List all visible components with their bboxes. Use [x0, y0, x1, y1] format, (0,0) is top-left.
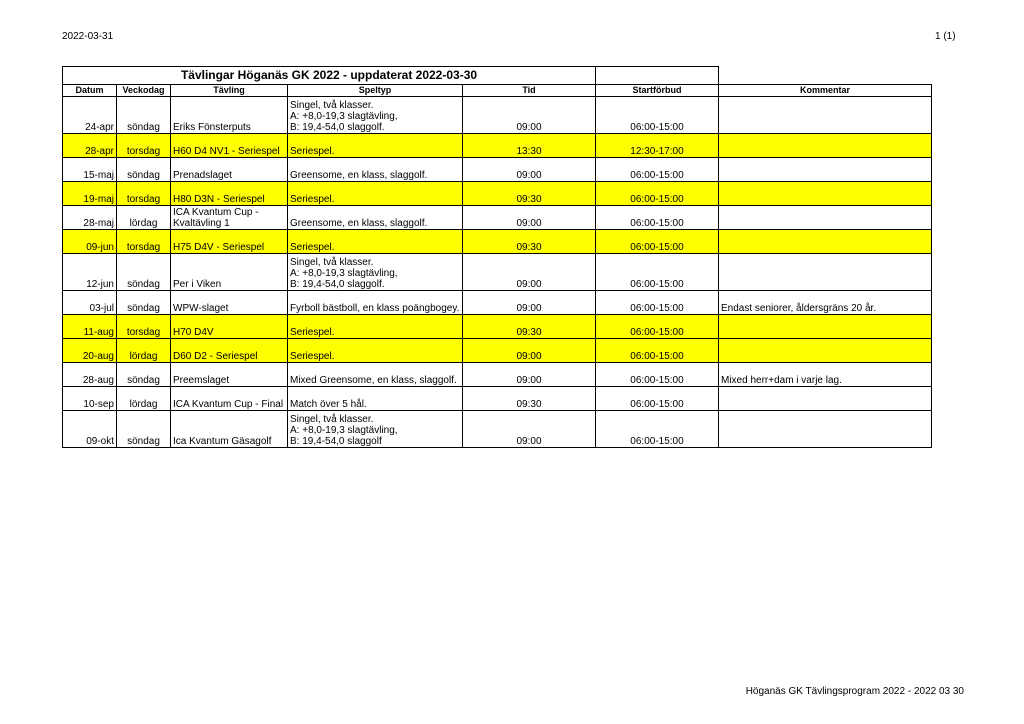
cell-tavling-line: ICA Kvantum Cup - Final [173, 399, 284, 410]
cell-speltyp-line: Singel, två klasser. [290, 414, 374, 425]
cell-kommentar [719, 97, 932, 134]
cell-speltyp-line: Greensome, en klass, slaggolf. [290, 218, 428, 229]
cell-veckodag: torsdag [117, 182, 171, 206]
cell-speltyp [288, 291, 463, 315]
cell-startforbud: 06:00-15:00 [596, 363, 719, 387]
table-row [63, 158, 932, 182]
document-date: 2022-03-31 [62, 31, 114, 42]
cell-speltyp [288, 254, 463, 291]
cell-datum: 28-maj [63, 206, 117, 230]
cell-speltyp [288, 97, 463, 134]
cell-startforbud: 06:00-15:00 [596, 158, 719, 182]
cell-tavling [171, 206, 288, 230]
table-title: Tävlingar Höganäs GK 2022 - uppdaterat 2022-03-30 [63, 67, 596, 85]
cell-datum: 11-aug [63, 315, 117, 339]
cell-veckodag: torsdag [117, 315, 171, 339]
cell-speltyp-line: Greensome, en klass, slaggolf. [290, 170, 428, 181]
cell-tid: 09:00 [463, 363, 596, 387]
cell-kommentar: Mixed herr+dam i varje lag. [719, 363, 932, 387]
cell-speltyp [288, 387, 463, 411]
table-row [63, 339, 932, 363]
cell-speltyp-line: Fyrboll bästboll, en klass poängbogey. [290, 303, 460, 314]
cell-kommentar [719, 230, 932, 254]
cell-speltyp-line: Seriespel. [290, 351, 335, 362]
table-row [63, 97, 932, 134]
cell-tid: 13:30 [463, 134, 596, 158]
cell-tid: 09:30 [463, 182, 596, 206]
cell-veckodag: söndag [117, 254, 171, 291]
cell-speltyp-line: A: +8,0-19,3 slagtävling, [290, 111, 398, 122]
cell-datum: 09-okt [63, 411, 117, 448]
cell-speltyp-line: B: 19,4-54,0 slaggolf. [290, 122, 385, 133]
title-row [63, 67, 932, 85]
cell-speltyp [288, 206, 463, 230]
cell-tid: 09:00 [463, 291, 596, 315]
header-row [63, 85, 932, 97]
cell-tid: 09:00 [463, 158, 596, 182]
cell-startforbud: 06:00-15:00 [596, 254, 719, 291]
cell-veckodag: söndag [117, 363, 171, 387]
cell-tavling-line: D60 D2 - Seriespel [173, 351, 258, 362]
cell-tavling-line: H75 D4V - Seriespel [173, 242, 265, 253]
cell-speltyp [288, 134, 463, 158]
cell-datum: 28-aug [63, 363, 117, 387]
cell-speltyp-line: A: +8,0-19,3 slagtävling, [290, 268, 398, 279]
cell-tavling [171, 315, 288, 339]
cell-startforbud: 06:00-15:00 [596, 182, 719, 206]
cell-tid: 09:30 [463, 230, 596, 254]
competition-table [62, 66, 932, 448]
cell-speltyp-line: A: +8,0-19,3 slagtävling, [290, 425, 398, 436]
cell-speltyp-line: Seriespel. [290, 146, 335, 157]
cell-tavling-line: Per i Viken [173, 279, 222, 290]
cell-tavling-line: Preemslaget [173, 375, 230, 386]
footer-text: Höganäs GK Tävlingsprogram 2022 - 2022 03 30 [745, 686, 964, 697]
cell-speltyp-line: Seriespel. [290, 194, 335, 205]
cell-tid: 09:00 [463, 254, 596, 291]
cell-kommentar [719, 158, 932, 182]
cell-tid: 09:30 [463, 315, 596, 339]
cell-kommentar [719, 206, 932, 230]
cell-tavling [171, 230, 288, 254]
cell-veckodag: söndag [117, 411, 171, 448]
table-row [63, 134, 932, 158]
cell-startforbud: 06:00-15:00 [596, 206, 719, 230]
cell-tid: 09:00 [463, 206, 596, 230]
cell-veckodag: lördag [117, 339, 171, 363]
cell-datum: 19-maj [63, 182, 117, 206]
cell-speltyp-line: Singel, två klasser. [290, 257, 374, 268]
cell-speltyp [288, 182, 463, 206]
cell-tavling [171, 411, 288, 448]
cell-tavling-line: H70 D4V [173, 327, 214, 338]
cell-speltyp [288, 411, 463, 448]
cell-tavling-line: Prenadslaget [173, 170, 232, 181]
cell-kommentar [719, 315, 932, 339]
cell-veckodag: torsdag [117, 134, 171, 158]
cell-tid: 09:30 [463, 387, 596, 411]
cell-speltyp [288, 315, 463, 339]
cell-startforbud: 06:00-15:00 [596, 387, 719, 411]
cell-tavling [171, 158, 288, 182]
cell-speltyp-line: Seriespel. [290, 242, 335, 253]
cell-startforbud: 06:00-15:00 [596, 339, 719, 363]
cell-startforbud: 06:00-15:00 [596, 315, 719, 339]
cell-datum: 15-maj [63, 158, 117, 182]
column-header-datum: Datum [63, 85, 117, 97]
cell-tid: 09:00 [463, 97, 596, 134]
cell-tavling [171, 291, 288, 315]
cell-startforbud: 06:00-15:00 [596, 97, 719, 134]
cell-startforbud: 06:00-15:00 [596, 291, 719, 315]
cell-datum: 10-sep [63, 387, 117, 411]
cell-tavling [171, 363, 288, 387]
cell-speltyp-line: Seriespel. [290, 327, 335, 338]
page-number: 1 (1) [935, 31, 956, 42]
cell-tavling-line: H80 D3N - Seriespel [173, 194, 265, 205]
cell-tid: 09:00 [463, 339, 596, 363]
cell-tavling-line: Eriks Fönsterputs [173, 122, 251, 133]
cell-tavling [171, 387, 288, 411]
table-row [63, 411, 932, 448]
cell-tavling [171, 339, 288, 363]
cell-veckodag: söndag [117, 291, 171, 315]
cell-speltyp [288, 230, 463, 254]
cell-speltyp-line: Singel, två klasser. [290, 100, 374, 111]
cell-tavling-line: ICA Kvantum Cup - [173, 207, 259, 218]
cell-speltyp [288, 339, 463, 363]
column-header-veckodag: Veckodag [117, 85, 171, 97]
table-row [63, 182, 932, 206]
cell-datum: 03-jul [63, 291, 117, 315]
cell-kommentar [719, 134, 932, 158]
cell-veckodag: söndag [117, 97, 171, 134]
cell-startforbud: 12:30-17:00 [596, 134, 719, 158]
title-blank-cell [596, 67, 719, 85]
table-row [63, 363, 932, 387]
column-header-kommentar: Kommentar [719, 85, 932, 97]
column-header-tid: Tid [463, 85, 596, 97]
cell-tavling [171, 134, 288, 158]
table-row [63, 291, 932, 315]
cell-veckodag: lördag [117, 387, 171, 411]
cell-speltyp [288, 363, 463, 387]
cell-speltyp-line: B: 19,4-54,0 slaggolf [290, 436, 382, 447]
cell-startforbud: 06:00-15:00 [596, 230, 719, 254]
cell-tavling-line: H60 D4 NV1 - Seriespel [173, 146, 280, 157]
column-header-startforbud: Startförbud [596, 85, 719, 97]
column-header-speltyp: Speltyp [288, 85, 463, 97]
cell-kommentar [719, 339, 932, 363]
cell-kommentar [719, 411, 932, 448]
cell-datum: 09-jun [63, 230, 117, 254]
column-header-tavling: Tävling [171, 85, 288, 97]
title-empty-area [719, 67, 932, 85]
cell-kommentar [719, 254, 932, 291]
table-row [63, 387, 932, 411]
cell-kommentar: Endast seniorer, åldersgräns 20 år. [719, 291, 932, 315]
cell-tavling [171, 254, 288, 291]
cell-kommentar [719, 182, 932, 206]
cell-speltyp-line: Match över 5 hål. [290, 399, 367, 410]
cell-speltyp-line: Mixed Greensome, en klass, slaggolf. [290, 375, 457, 386]
cell-tavling-line: WPW-slaget [173, 303, 229, 314]
cell-veckodag: söndag [117, 158, 171, 182]
cell-speltyp [288, 158, 463, 182]
cell-veckodag: torsdag [117, 230, 171, 254]
cell-tavling [171, 97, 288, 134]
cell-tavling-line: Kvaltävling 1 [173, 218, 230, 229]
cell-tid: 09:00 [463, 411, 596, 448]
cell-datum: 12-jun [63, 254, 117, 291]
cell-tavling-line: Ica Kvantum Gäsagolf [173, 436, 272, 447]
table-row [63, 315, 932, 339]
cell-datum: 28-apr [63, 134, 117, 158]
cell-datum: 24-apr [63, 97, 117, 134]
cell-startforbud: 06:00-15:00 [596, 411, 719, 448]
cell-tavling [171, 182, 288, 206]
table-row [63, 230, 932, 254]
table-row [63, 206, 932, 230]
cell-datum: 20-aug [63, 339, 117, 363]
table-row [63, 254, 932, 291]
cell-veckodag: lördag [117, 206, 171, 230]
cell-kommentar [719, 387, 932, 411]
cell-speltyp-line: B: 19,4-54,0 slaggolf. [290, 279, 385, 290]
